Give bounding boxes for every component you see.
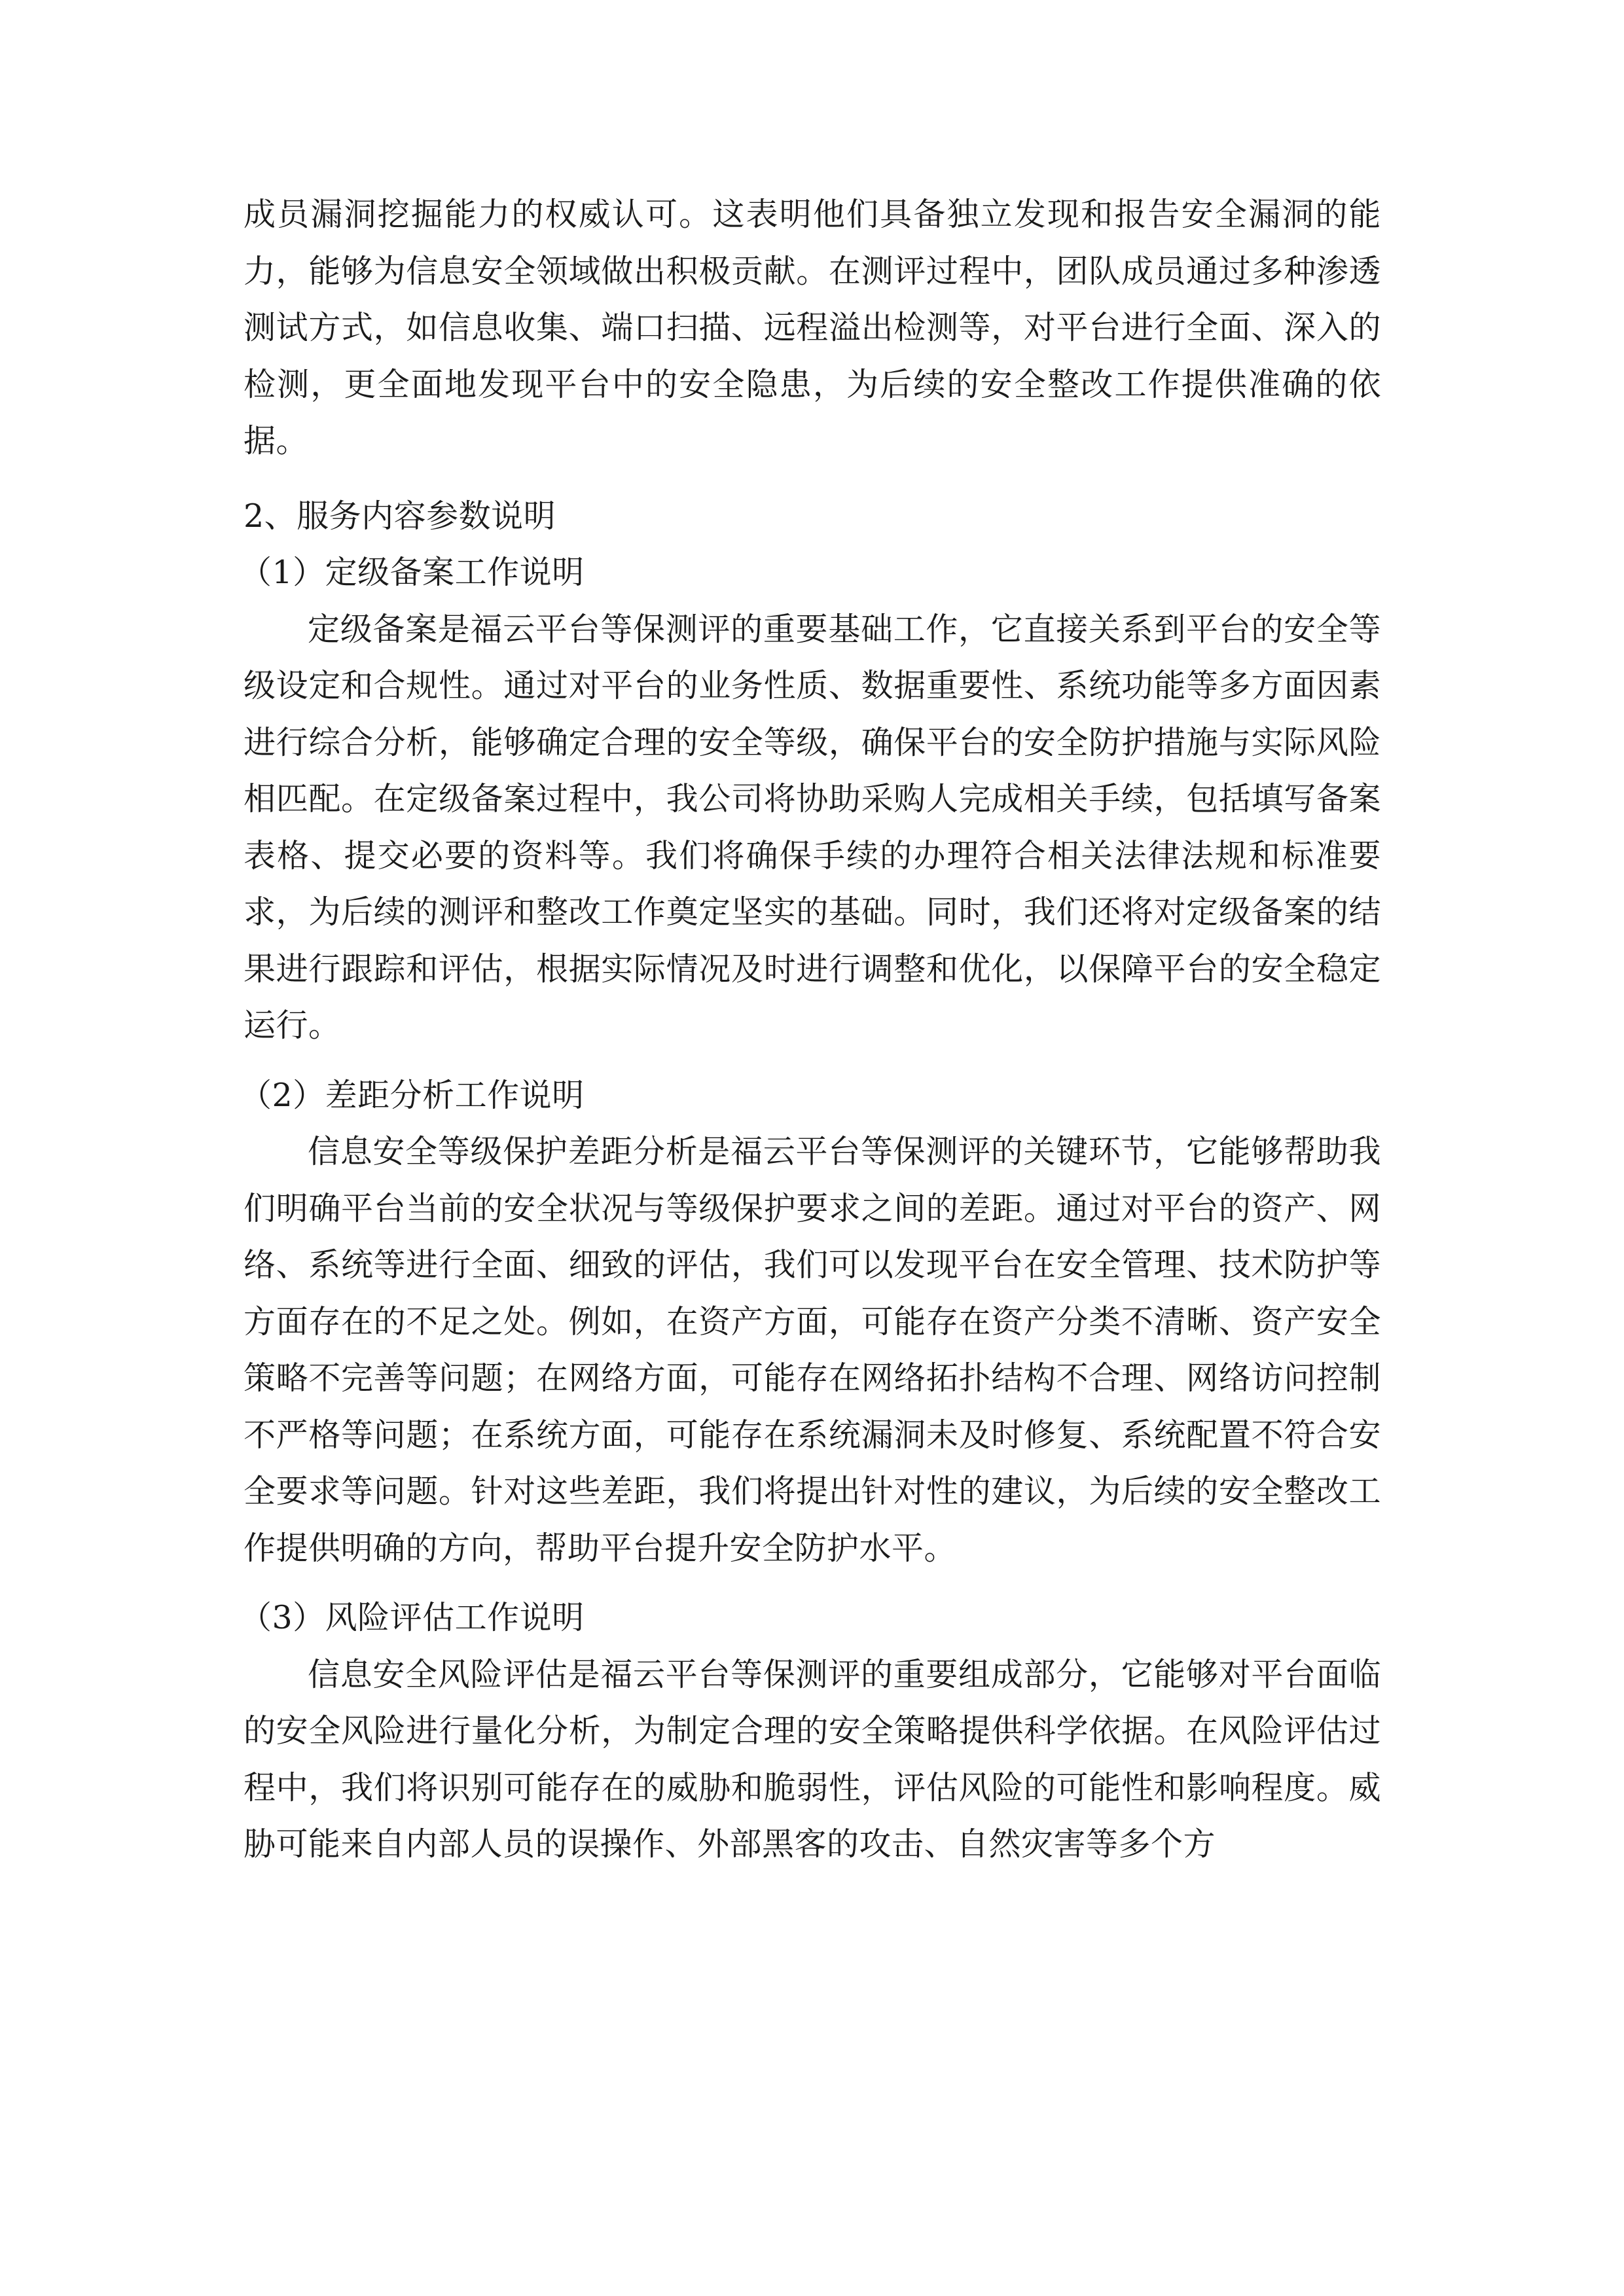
intro-paragraph: 成员漏洞挖掘能力的权威认可。这表明他们具备独立发现和报告安全漏洞的能力，能够为信息安全领域做出积极贡献。在测评过程中，团队成员通过多种渗透测试方式，如信息收集、端口扫描、远程溢出检测等，对平台进行全面、深入的检测，更全面地发现平台中的安全隐患，为后续的安全整改工作提供准确的依据。 <box>244 196 1381 459</box>
subsection-body-1: 定级备案是福云平台等保测评的重要基础工作，它直接关系到平台的安全等级设定和合规性。通过对平台的业务性质、数据重要性、系统功能等多方面因素进行综合分析，能够确定合理的安全等级，确保平台的安全防护措施与实际风险相匹配。在定级备案过程中，我公司将协助采购人完成相关手续，包括填写备案表格、提交必要的资料等。我们将确保手续的办理符合相关法律法规和标准要求，为后续的测评和整改工作奠定坚实的基础。同时，我们还将对定级备案的结果进行跟踪和评估，根据实际情况及时进行调整和优化，以保障平台的安全稳定运行。 <box>244 610 1381 1044</box>
subsection-heading-3: （3）风险评估工作说明 <box>240 1599 585 1636</box>
subsection-body-2: 信息安全等级保护差距分析是福云平台等保测评的关键环节，它能够帮助我们明确平台当前的安全状况与等级保护要求之间的差距。通过对平台的资产、网络、系统等进行全面、细致的评估，我们可以发现平台在安全管理、技术防护等方面存在的不足之处。例如，在资产方面，可能存在资产分类不清晰、资产安全策略不完善等问题；在网络方面，可能存在网络拓扑结构不合理、网络访问控制不严格等问题；在系统方面，可能存在系统漏洞未及时修复、系统配置不符合安全要求等问题。针对这些差距，我们将提出针对性的建议，为后续的安全整改工作提供明确的方向，帮助平台提升安全防护水平。 <box>244 1133 1381 1567</box>
subsection-heading-2: （2）差距分析工作说明 <box>240 1076 585 1114</box>
subsection-heading-1: （1）定级备案工作说明 <box>240 554 585 591</box>
document-body <box>240 187 1381 1873</box>
subsection-body-3: 信息安全风险评估是福云平台等保测评的重要组成部分，它能够对平台面临的安全风险进行量化分析，为制定合理的安全策略提供科学依据。在风险评估过程中，我们将识别可能存在的威胁和脆弱性，评估风险的可能性和影响程度。威胁可能来自内部人员的误操作、外部黑客的攻击、自然灾害等多个方 <box>244 1655 1381 1863</box>
section-heading: 2、服务内容参数说明 <box>244 497 556 535</box>
